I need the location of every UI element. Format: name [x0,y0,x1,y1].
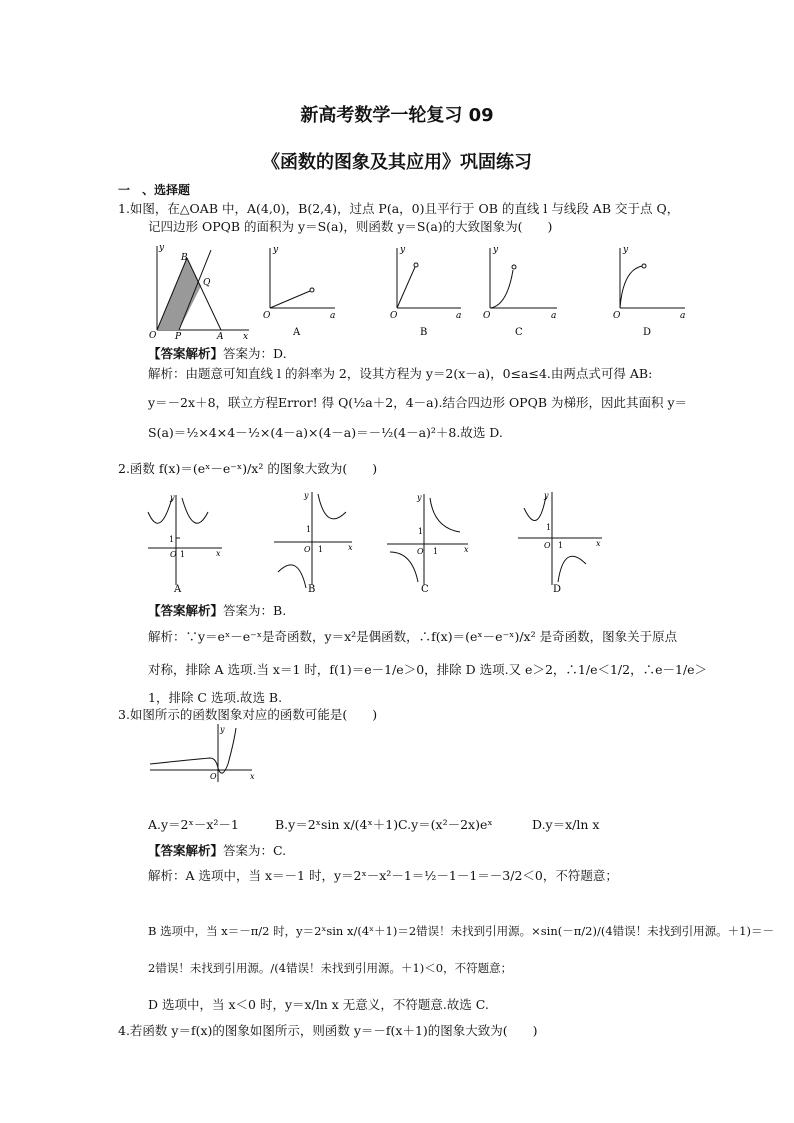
svg-text:O: O [483,311,491,321]
q1-stem-line2: 记四边形 OPQB 的面积为 y＝S(a)，则函数 y＝S(a)的大致图象为( ) [148,219,553,234]
svg-text:x: x [596,539,601,548]
q1-option-a-label: A [293,327,301,338]
q2-figures [140,490,640,596]
q1-option-b-graph [390,245,461,338]
svg-text:1: 1 [546,523,552,532]
svg-text:1: 1 [418,527,424,536]
svg-text:O: O [210,772,217,781]
q1-stem-line1: 1.如图，在△OAB 中，A(4,0)，B(2,4)，过点 P(a，0)且平行于 OB 的直线 l 与线段 AB 交于点 Q， [118,201,680,216]
q2-solution-2: 对称，排除 A 选项.当 x＝1 时，f(1)＝e－1/e＞0，排除 D 选项.又 e＞2，∴1/e＜1/2，∴e－1/e＞ [148,662,708,677]
q3-solution-2: B 选项中，当 x＝－π/2 时，y＝2ˣsin x/(4ˣ＋1)＝2错误！未找到引用源。×sin(－π/2)/(4错误！未找到引用源。＋1)＝－ [148,924,774,938]
q2-option-b-label: B [308,584,316,595]
q1-solution-1: 解析：由题意可知直线 l 的斜率为 2，设其方程为 y＝2(x－a)，0≤a≤4.由两点式可得 AB: [148,366,653,381]
page-title: 新高考数学一轮复习 09 [300,105,494,126]
svg-text:O: O [263,311,271,321]
svg-text:Q: Q [203,278,211,288]
svg-text:O: O [149,331,157,341]
q1-option-c-label: C [515,327,523,338]
q3-solution-1: 解析：A 选项中，当 x＝－1 时，y＝2ˣ－x²－1＝½－1－1＝－3/2＜0，不符题意； [148,868,618,883]
svg-text:a: a [680,311,686,321]
section-heading: 一 、选择题 [118,183,191,197]
q3-stem: 3.如图所示的函数图象对应的函数可能是( ) [118,707,378,722]
svg-text:P: P [175,332,182,342]
q2-answer: 【答案解析】答案为：B. [148,603,287,618]
svg-text:1: 1 [169,535,175,544]
q1-answer: 【答案解析】答案为：D. [148,346,287,361]
q3-option-a: A.y＝2ˣ－x²－1 [148,817,239,832]
q3-option-c: C.y＝(x²－2x)eˣ [398,817,493,832]
svg-text:x: x [243,332,249,342]
q1-option-d-label: D [643,327,652,338]
svg-text:O: O [417,547,424,556]
svg-text:1: 1 [433,547,439,556]
svg-text:x: x [250,772,255,781]
q3-answer: 【答案解析】答案为：C. [148,843,287,858]
svg-text:y: y [623,245,629,255]
svg-text:a: a [456,311,462,321]
svg-text:y: y [220,725,225,734]
svg-text:A: A [217,332,224,342]
svg-text:B: B [181,253,188,263]
q3-solution-4: D 选项中，当 x＜0 时，y＝x/ln x 无意义，不符题意.故选 C. [148,997,489,1012]
svg-text:y: y [400,245,406,255]
q1-triangle-figure [149,243,249,342]
q2-option-a-graph [148,493,222,595]
svg-text:x: x [464,545,469,554]
q2-option-c-label: C [421,584,429,595]
page-subtitle: 《函数的图象及其应用》巩固练习 [262,152,532,173]
q2-solution-3: 1，排除 C 选项.故选 B. [148,690,283,705]
q1-option-a-graph [263,245,335,338]
svg-text:a: a [330,311,336,321]
q2-solution-1: 解析：∵y＝eˣ－e⁻ˣ是奇函数，y＝x²是偶函数，∴f(x)＝(eˣ－e⁻ˣ)/x² 是奇函数，图象关于原点 [148,629,678,644]
svg-text:a: a [551,311,557,321]
svg-text:O: O [304,545,311,554]
svg-text:x: x [348,543,353,552]
q1-solution-3: S(a)＝½×4×4－½×(4－a)×(4－a)＝－½(4－a)²＋8.故选 D. [148,425,503,440]
svg-text:x: x [216,549,221,558]
q1-option-d-graph [613,245,685,338]
q4-stem: 4.若函数 y＝f(x)的图象如图所示，则函数 y＝－f(x＋1)的图象大致为( ) [118,1023,538,1038]
svg-text:1: 1 [180,550,186,559]
svg-text:y: y [417,493,422,502]
svg-text:y: y [544,491,549,500]
q2-option-b-graph [274,491,353,595]
q3-graph [148,722,260,784]
svg-text:y: y [159,243,165,253]
q1-figures [145,240,705,342]
svg-text:y: y [493,245,499,255]
q2-option-c-graph [387,493,469,595]
q2-option-d-graph [518,491,602,595]
q1-option-c-graph [483,245,557,338]
svg-text:O: O [390,311,398,321]
q2-stem: 2.函数 f(x)＝(eˣ－e⁻ˣ)/x² 的图象大致为( ) [118,461,378,476]
svg-text:y: y [273,245,279,255]
q3-option-b: B.y＝2ˣsin x/(4ˣ＋1) [275,817,399,832]
svg-text:y: y [170,493,175,502]
svg-text:O: O [613,311,621,321]
svg-text:O: O [544,541,551,550]
q3-option-d: D.y＝x/ln x [532,817,600,832]
svg-text:O: O [170,550,177,559]
q2-option-a-label: A [174,584,182,595]
q1-option-b-label: B [420,327,428,338]
q2-option-d-label: D [553,584,562,595]
svg-text:1: 1 [318,545,324,554]
svg-text:y: y [304,491,309,500]
svg-text:1: 1 [306,525,312,534]
q3-solution-3: 2错误！未找到引用源。/(4错误！未找到引用源。＋1)＜0，不符题意； [148,961,513,975]
svg-text:1: 1 [558,541,564,550]
q1-solution-2: y＝－2x＋8，联立方程Error! 得 Q(½a＋2，4－a).结合四边形 OPQB 为梯形，因此其面积 y＝ [148,395,688,410]
